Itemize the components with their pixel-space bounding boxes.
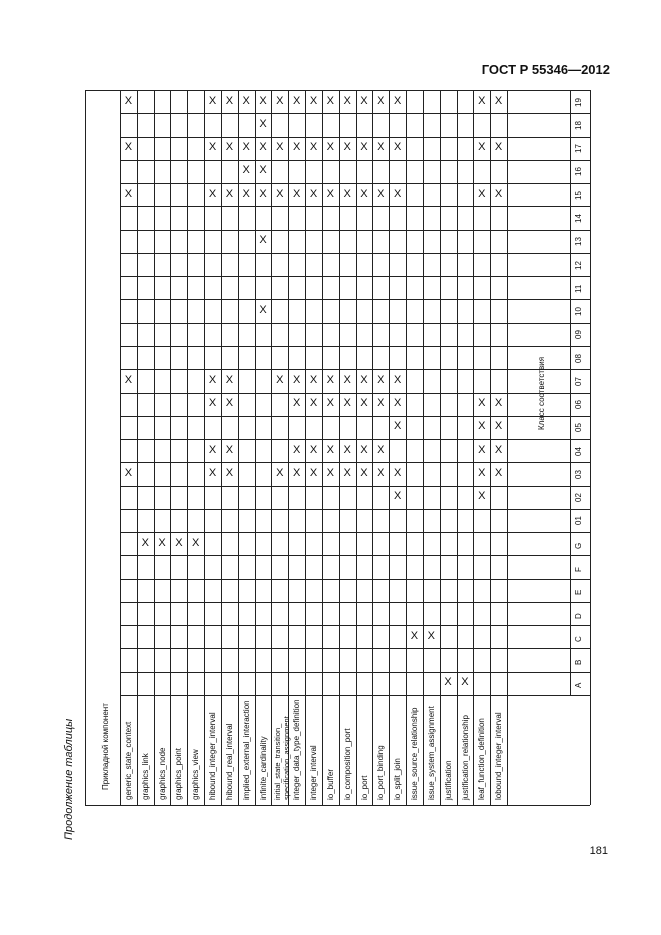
- conformance-mark: X: [377, 187, 385, 200]
- conformance-mark: X: [393, 397, 402, 410]
- column-code-14: 14: [574, 214, 583, 223]
- row-label: io_port_binding: [376, 745, 386, 800]
- conformance-mark: X: [360, 187, 368, 200]
- conformance-mark: X: [343, 141, 351, 154]
- row-line: [372, 90, 373, 805]
- row-line: [473, 90, 474, 805]
- conformance-mark: X: [309, 397, 318, 410]
- column-code-03: 03: [574, 470, 583, 479]
- conformance-mark: X: [259, 117, 267, 130]
- column-code-04: 04: [574, 446, 583, 456]
- conformance-mark: X: [293, 373, 301, 386]
- conformance-mark: X: [326, 466, 334, 479]
- row-line: [406, 90, 407, 805]
- conformance-mark: X: [293, 187, 301, 200]
- column-code-09: 09: [574, 330, 583, 340]
- column-code-D: D: [574, 612, 583, 619]
- row-line: [154, 90, 155, 805]
- conformance-mark: X: [494, 466, 503, 479]
- conformance-mark: X: [309, 187, 318, 200]
- conformance-mark: X: [259, 304, 267, 317]
- conformance-mark: X: [478, 420, 486, 433]
- conformance-mark: X: [276, 373, 284, 386]
- conformance-mark: X: [192, 536, 200, 549]
- conformance-mark: X: [293, 443, 301, 456]
- conformance-mark: X: [293, 466, 301, 479]
- conformance-mark: X: [360, 94, 368, 107]
- class-header-divider: [570, 90, 571, 695]
- row-line: [507, 90, 508, 805]
- conformance-mark: X: [478, 443, 486, 456]
- conformance-mark: X: [293, 141, 301, 154]
- conformance-mark: X: [478, 94, 486, 107]
- conformance-mark: X: [124, 466, 133, 479]
- conformance-mark: X: [377, 141, 385, 154]
- conformance-mark: X: [343, 443, 351, 456]
- conformance-mark: X: [393, 373, 402, 386]
- column-code-18: 18: [574, 120, 583, 130]
- column-code-G: G: [574, 542, 583, 549]
- column-code-C: C: [574, 636, 583, 642]
- column-code-02: 02: [574, 493, 583, 503]
- conformance-mark: X: [444, 676, 452, 689]
- row-line: [389, 90, 390, 805]
- conformance-mark: X: [393, 420, 402, 433]
- conformance-mark: X: [494, 397, 503, 410]
- conformance-mark: X: [309, 466, 318, 479]
- conformance-mark: X: [225, 466, 234, 479]
- class-header: Класс соответствия: [537, 356, 546, 430]
- row-line: [187, 90, 188, 805]
- column-code-F: F: [574, 567, 583, 573]
- conformance-mark: X: [141, 536, 149, 549]
- standard-designation: ГОСТ Р 55346—2012: [481, 62, 610, 77]
- conformance-mark: X: [225, 443, 234, 456]
- conformance-mark: X: [208, 187, 217, 200]
- row-line: [204, 90, 205, 805]
- row-label: issue_source_relationship: [410, 707, 420, 800]
- conformance-mark: X: [377, 397, 385, 410]
- conformance-mark: X: [360, 397, 368, 410]
- column-code-13: 13: [574, 237, 583, 247]
- conformance-mark: X: [461, 676, 469, 689]
- conformance-mark: X: [225, 141, 234, 154]
- conformance-mark: X: [393, 94, 402, 107]
- conformance-mark: X: [360, 141, 368, 154]
- row-label: leaf_function_definition: [477, 718, 487, 800]
- row-line: [255, 90, 256, 805]
- conformance-mark: X: [293, 94, 301, 107]
- conformance-mark: X: [393, 490, 402, 503]
- conformance-mark: X: [478, 490, 486, 503]
- conformance-mark: X: [225, 187, 234, 200]
- column-code-11: 11: [574, 284, 583, 293]
- column-code-17: 17: [574, 144, 583, 154]
- column-code-06: 06: [574, 400, 583, 410]
- row-line: [322, 90, 323, 805]
- conformance-mark: X: [326, 141, 334, 154]
- conformance-mark: X: [427, 629, 435, 642]
- row-label: issue_system_assignment: [426, 706, 436, 800]
- column-code-08: 08: [574, 353, 583, 363]
- conformance-mark: X: [309, 443, 318, 456]
- conformance-mark: X: [276, 94, 284, 107]
- conformance-mark: X: [393, 466, 402, 479]
- conformance-mark: X: [393, 141, 402, 154]
- conformance-mark: X: [377, 94, 385, 107]
- conformance-mark: X: [360, 373, 368, 386]
- conformance-mark: X: [478, 397, 486, 410]
- conformance-mark: X: [343, 94, 351, 107]
- row-label: integer_data_type_definition: [292, 699, 302, 800]
- conformance-mark: X: [360, 443, 368, 456]
- row-label: io_split_join: [393, 758, 403, 800]
- column-code-01: 01: [574, 516, 583, 526]
- conformance-mark: X: [343, 187, 351, 200]
- column-code-E: E: [574, 589, 583, 596]
- row-line: [356, 90, 357, 805]
- row-label: io_composition_port: [342, 728, 352, 800]
- row-label: graphics_link: [140, 753, 150, 800]
- row-line: [170, 90, 171, 805]
- conformance-mark: X: [478, 466, 486, 479]
- conformance-mark: X: [124, 141, 133, 154]
- continuation-caption: Продолжение таблицы: [63, 718, 75, 840]
- conformance-mark: X: [276, 187, 284, 200]
- conformance-mark: X: [124, 373, 133, 386]
- conformance-mark: X: [124, 187, 133, 200]
- row-line: [238, 90, 239, 805]
- row-label: graphics_view: [191, 749, 201, 800]
- conformance-mark: X: [242, 187, 250, 200]
- conformance-mark: X: [208, 373, 217, 386]
- column-code-B: B: [574, 659, 583, 666]
- row-label: initial_state_transition_ specification_assignment: [273, 716, 292, 800]
- conformance-mark: X: [259, 164, 267, 177]
- table-border-right: [590, 90, 591, 805]
- conformance-mark: X: [326, 397, 334, 410]
- row-label: infinite_cardinality: [258, 736, 268, 800]
- table-border-left: [85, 90, 86, 805]
- conformance-mark: X: [494, 443, 503, 456]
- conformance-mark: X: [309, 373, 318, 386]
- row-label: io_port: [359, 775, 369, 800]
- header-divider: [120, 90, 121, 805]
- conformance-mark: X: [242, 94, 250, 107]
- conformance-mark: X: [259, 234, 267, 247]
- conformance-mark: X: [309, 141, 318, 154]
- row-line: [457, 90, 458, 805]
- row-line: [137, 90, 138, 805]
- conformance-mark: X: [393, 187, 402, 200]
- conformance-mark: X: [326, 187, 334, 200]
- conformance-mark: X: [293, 397, 301, 410]
- conformance-mark: X: [175, 536, 183, 549]
- column-code-16: 16: [574, 167, 583, 177]
- conformance-mark: X: [494, 94, 503, 107]
- conformance-mark: X: [326, 373, 334, 386]
- conformance-mark: X: [377, 373, 385, 386]
- conformance-mark: X: [494, 141, 503, 154]
- conformance-mark: X: [225, 373, 234, 386]
- conformance-mark: X: [259, 94, 267, 107]
- conformance-mark: X: [326, 443, 334, 456]
- conformance-mark: X: [276, 466, 284, 479]
- conformance-mark: X: [158, 536, 166, 549]
- column-code-05: 05: [574, 423, 583, 433]
- conformance-mark: X: [377, 466, 385, 479]
- conformance-mark: X: [343, 397, 351, 410]
- conformance-mark: X: [326, 94, 334, 107]
- row-line: [288, 90, 289, 805]
- conformance-mark: X: [208, 141, 217, 154]
- column-code-15: 15: [574, 190, 583, 200]
- conformance-mark: X: [478, 141, 486, 154]
- column-code-19: 19: [574, 97, 583, 107]
- conformance-mark: X: [208, 94, 217, 107]
- row-label: graphics_point: [174, 747, 184, 800]
- row-label: lobound_integer_interval: [494, 712, 504, 800]
- row-line: [305, 90, 306, 805]
- column-code-07: 07: [574, 376, 583, 386]
- conformance-mark: X: [360, 466, 368, 479]
- row-line: [490, 90, 491, 805]
- conformance-mark: X: [242, 164, 250, 177]
- page-number: 181: [589, 845, 608, 857]
- conformance-mark: X: [343, 373, 351, 386]
- conformance-mark: X: [478, 187, 486, 200]
- conformance-mark: X: [377, 443, 385, 456]
- conformance-mark: X: [276, 141, 284, 154]
- row-label: io_buffer: [325, 769, 335, 800]
- row-label: justification: [443, 760, 453, 800]
- conformance-mark: X: [225, 397, 234, 410]
- column-code-12: 12: [574, 260, 583, 270]
- row-label: hibound_integer_interval: [208, 712, 218, 800]
- row-label: justification_relationship: [460, 715, 470, 800]
- row-line: [221, 90, 222, 805]
- conformance-mark: X: [259, 187, 267, 200]
- component-header: Прикладной компонент: [101, 703, 110, 790]
- row-line: [339, 90, 340, 805]
- conformance-mark: X: [225, 94, 234, 107]
- column-code-10: 10: [574, 307, 583, 317]
- row-line: [440, 90, 441, 805]
- conformance-mark: X: [242, 141, 250, 154]
- conformance-mark: X: [494, 187, 503, 200]
- row-label: graphics_node: [157, 747, 167, 800]
- conformance-mark: X: [343, 466, 351, 479]
- conformance-mark: X: [309, 94, 318, 107]
- conformance-mark: X: [208, 443, 217, 456]
- column-code-A: A: [574, 683, 583, 689]
- row-label: implied_external_interaction: [241, 700, 251, 800]
- row-label: hibound_real_interval: [224, 723, 234, 800]
- row-label: integer_interval: [309, 745, 319, 800]
- conformance-mark: X: [208, 397, 217, 410]
- row-line: [423, 90, 424, 805]
- row-label: generic_state_context: [124, 721, 133, 800]
- conformance-mark: X: [124, 94, 133, 107]
- table-border-top: [85, 90, 590, 91]
- conformance-mark: X: [494, 420, 503, 433]
- conformance-mark: X: [208, 466, 217, 479]
- table-border-bottom: [85, 805, 590, 806]
- conformance-mark: X: [410, 629, 419, 642]
- row-line: [271, 90, 272, 805]
- conformance-mark: X: [259, 141, 267, 154]
